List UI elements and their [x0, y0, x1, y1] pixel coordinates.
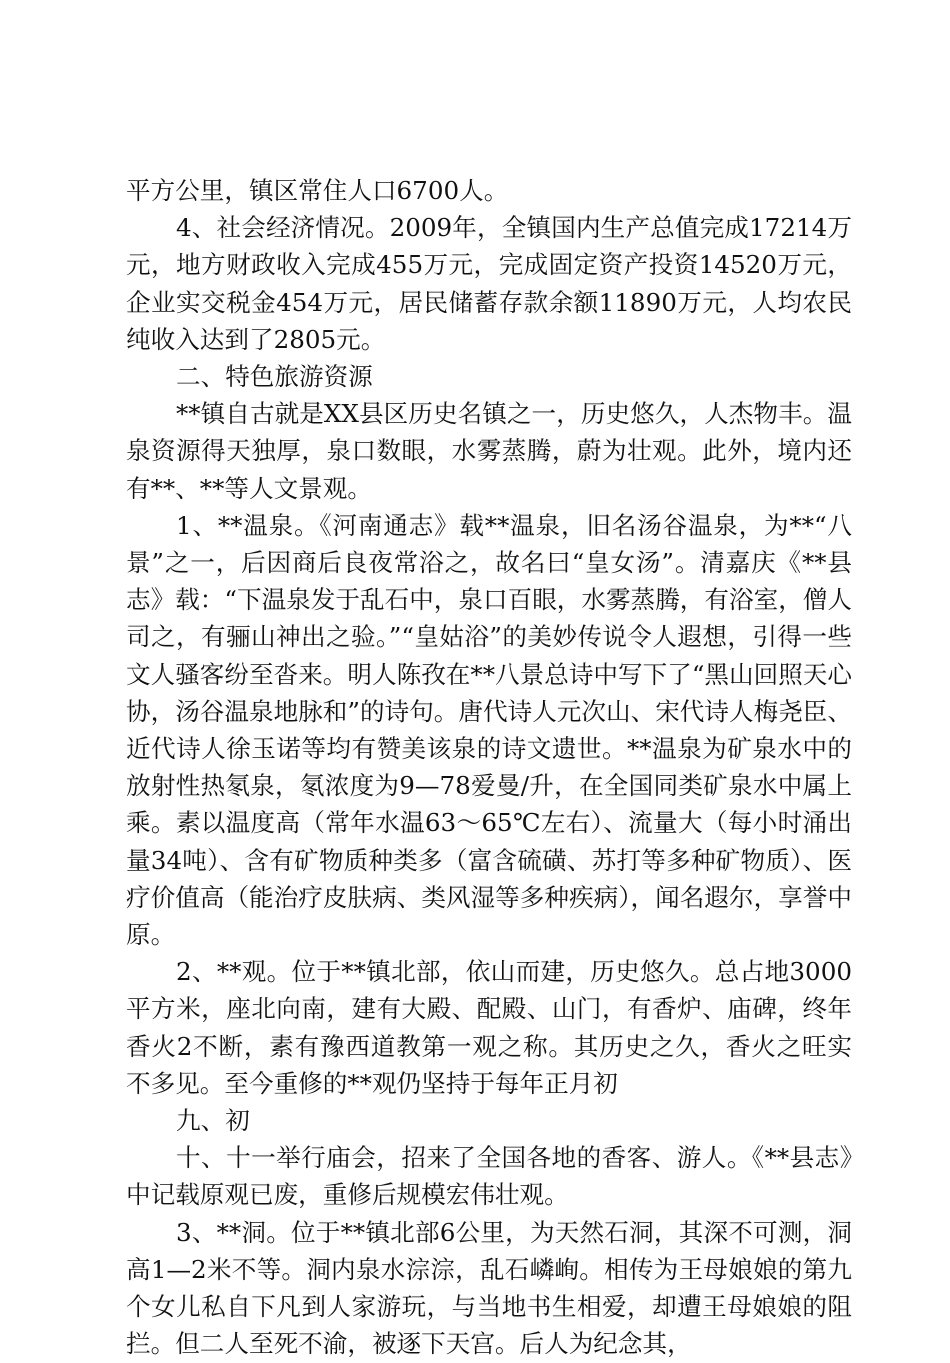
paragraph-temple-fair: 十、十一举行庙会，招来了全国各地的香客、游人。《**县志》中记载原观已废，重修后规模宏伟壮观。 [126, 1143, 852, 1210]
paragraph-taoist-temple: 2、**观。位于**镇北部，依山而建，历史悠久。总占地3000平方米，座北向南，建有大殿、配殿、山门，有香炉、庙碑，终年香火2不断，素有豫西道教第一观之称。其历史之久，香火之旺实不多见。至今重修的**观仍坚持于每年正月初 [126, 957, 852, 1098]
paragraph-cave: 3、**洞。位于**镇北部6公里，为天然石洞，其深不可测，洞高1—2米不等。洞内泉水淙淙，乱石嶙峋。相传为王母娘娘的第九个女儿私自下凡到人家游玩，与当地书生相爱，却遭王母娘娘的阻拦。但二人至死不渝，被逐下天宫。后人为纪念其， [126, 1217, 852, 1359]
document-body [126, 172, 852, 1363]
paragraph-economy: 4、社会经济情况。2009年，全镇国内生产总值完成17214万元，地方财政收入完成455万元，完成固定资产投资14520万元，企业实交税金454万元，居民储蓄存款余额11890万元，人均农民纯收入达到了2805元。 [126, 213, 852, 354]
paragraph-hot-spring: 1、**温泉。《河南通志》载**温泉，旧名汤谷温泉，为**“八景”之一，后因商后良夜常浴之，故名曰“皇女汤”。清嘉庆《**县志》载：“下温泉发于乱石中，泉口百眼，水雾蒸腾，有浴室，僧人司之，有骊山神出之验。”“皇姑浴”的美妙传说令人遐想，引得一些文人骚客纷至沓来。明人陈孜在**八景总诗中写下了“黑山回照天心协，汤谷温泉地脉和”的诗句。唐代诗人元次山、宋代诗人梅尧臣、近代诗人徐玉诺等均有赞美该泉的诗文遗世。**温泉为矿泉水中的放射性热氡泉，氡浓度为9—78爱曼/升，在全国同类矿泉水中属上乘。素以温度高（常年水温63～65℃左右）、流量大（每小时涌出量34吨）、含有矿物质种类多（富含硫磺、苏打等多种矿物质）、医疗价值高（能治疗皮肤病、类风湿等多种疾病），闻名遐尔，享誉中原。 [126, 510, 852, 950]
paragraph-population: 平方公里，镇区常住人口6700人。 [126, 176, 509, 205]
paragraph-fragment-ninth: 九、初 [176, 1106, 250, 1136]
paragraph-tourism-intro: **镇自古就是XX县区历史名镇之一，历史悠久，人杰物丰。温泉资源得天独厚，泉口数眼，水雾蒸腾，蔚为壮观。此外，境内还有**、**等人文景观。 [126, 399, 852, 503]
section-heading-tourism: 二、特色旅游资源 [176, 362, 373, 392]
